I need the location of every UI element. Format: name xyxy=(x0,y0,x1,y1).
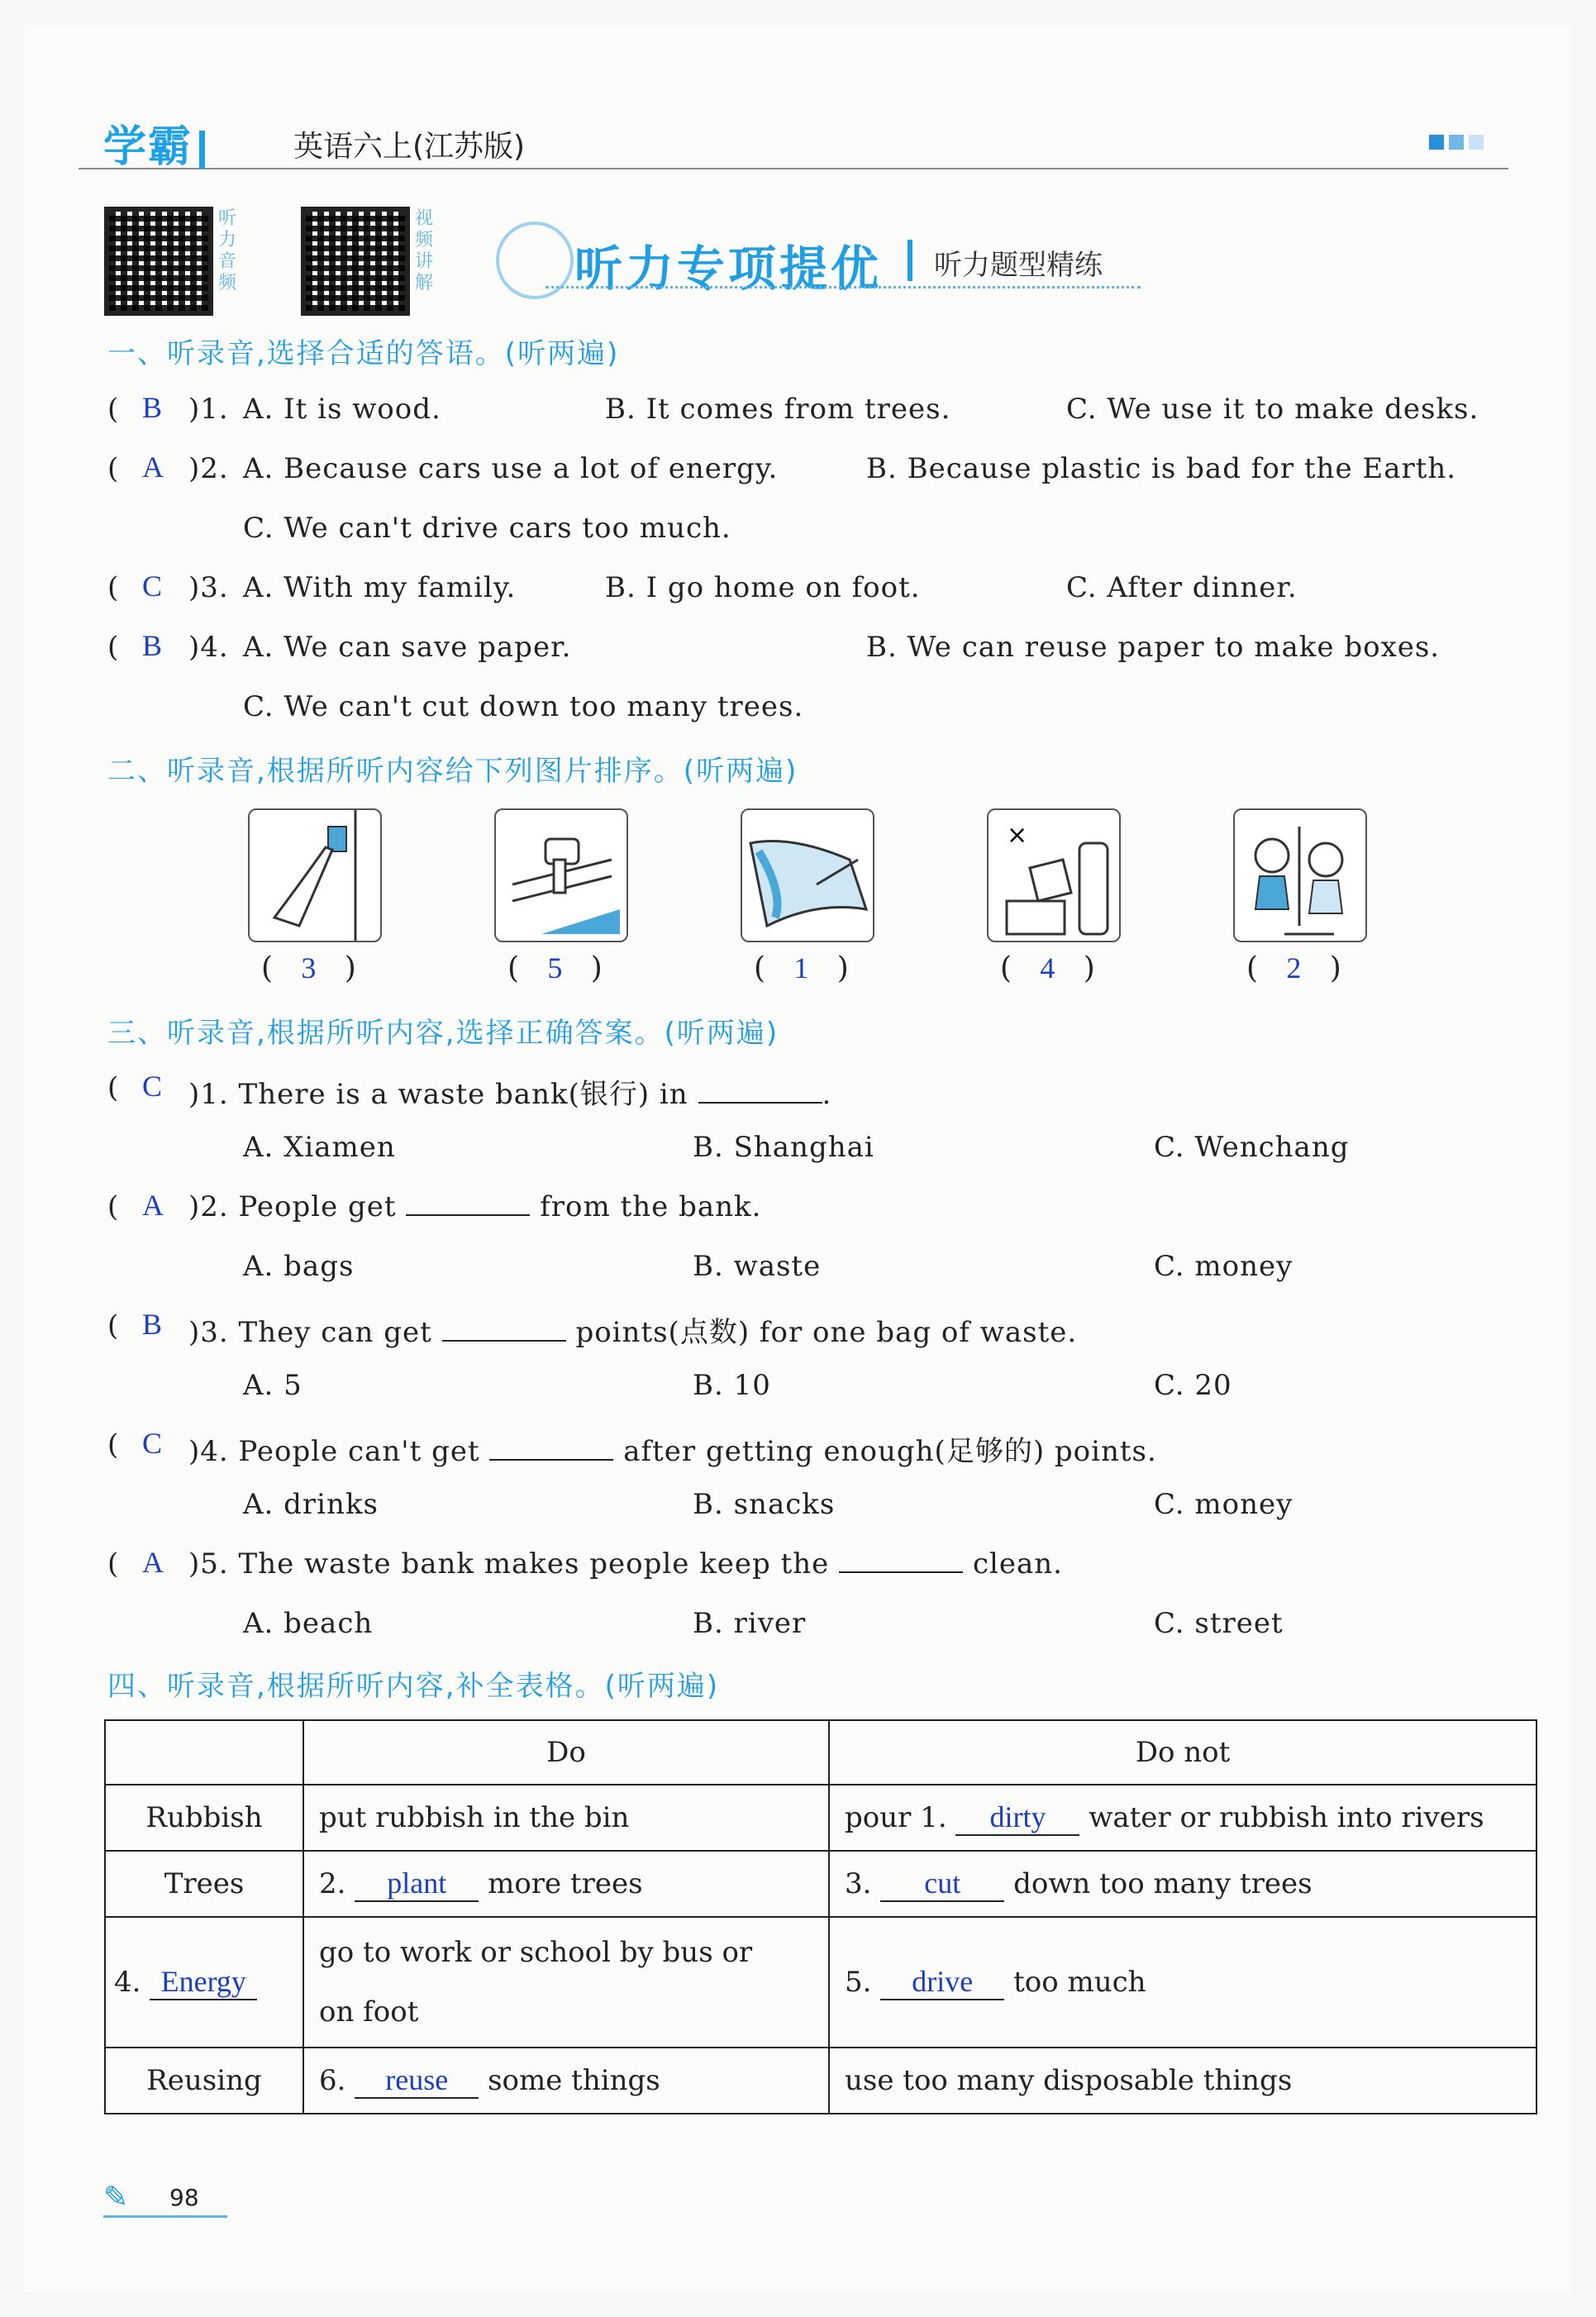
picture-3-answer: ( 1 ) xyxy=(754,951,849,985)
kids-planting-icon xyxy=(1233,808,1367,942)
section-heading-3: 三、听录音,根据所听内容,选择正确答案。(听两遍) xyxy=(107,1017,779,1050)
answer-fill: reuse xyxy=(355,2062,479,2099)
section-heading-1: 一、听录音,选择合适的答语。(听两遍) xyxy=(107,337,620,370)
page-number: 98 xyxy=(169,2184,199,2211)
table-row: Trees 2. plant more trees 3. cut down too many trees xyxy=(105,1851,1536,1917)
answer-fill: drive xyxy=(880,1964,1004,2000)
page-header xyxy=(79,103,1508,172)
option-c: C. After dinner. xyxy=(1066,571,1298,604)
option-a: A. bags xyxy=(243,1250,355,1283)
picture-5-answer: ( 2 ) xyxy=(1246,951,1341,985)
qr-label-audio: 听力音频 xyxy=(218,208,237,293)
paper-writing-icon xyxy=(741,808,874,942)
pencil-icon: ✎ xyxy=(103,2181,129,2214)
option-b: B. waste xyxy=(693,1250,822,1283)
header-decoration xyxy=(1424,135,1484,153)
option-b: B. It comes from trees. xyxy=(605,393,951,426)
option-b: B. I go home on foot. xyxy=(605,571,921,604)
option-a: A. Xiamen xyxy=(243,1131,396,1164)
option-a: A. 5 xyxy=(243,1369,303,1402)
option-b: B. Because plastic is bad for the Earth. xyxy=(866,452,1457,485)
table-row: Rubbish put rubbish in the bin pour 1. dirty water or rubbish into rivers xyxy=(105,1785,1536,1851)
page-footer xyxy=(103,2176,227,2218)
section-banner-subtitle: 听力题型精练 xyxy=(934,249,1103,282)
column-do-not: Do not xyxy=(829,1720,1536,1785)
option-a: A. Because cars use a lot of energy. xyxy=(243,452,779,485)
picture-4-answer: ( 4 ) xyxy=(1000,951,1095,985)
book-title: 英语六上(江苏版) xyxy=(293,130,526,164)
option-b: B. Shanghai xyxy=(693,1131,874,1164)
option-c: C. money xyxy=(1154,1250,1293,1283)
option-a: A. We can save paper. xyxy=(243,631,572,664)
answer-mark: A xyxy=(142,1189,164,1222)
answer-mark: C xyxy=(142,1070,163,1103)
option-c: C. money xyxy=(1154,1488,1293,1521)
qr-code-video[interactable] xyxy=(301,207,410,316)
column-do: Do xyxy=(303,1720,829,1785)
option-c: C. Wenchang xyxy=(1154,1131,1350,1164)
banner-dotted-line xyxy=(545,286,1141,288)
qr-code-audio[interactable] xyxy=(104,207,213,316)
answer-fill: cut xyxy=(880,1866,1004,1902)
section-banner-title: 听力专项提优 xyxy=(574,241,883,297)
table-header-row xyxy=(105,1720,1536,1785)
option-c: C. We can't cut down too many trees. xyxy=(243,690,804,723)
answer-mark: B xyxy=(142,391,163,424)
option-c: C. We can't drive cars too much. xyxy=(243,512,731,545)
answer-mark: A xyxy=(142,451,164,484)
answer-mark: A xyxy=(142,1546,164,1579)
answer-mark: B xyxy=(142,1308,163,1341)
answer-fill: plant xyxy=(355,1866,479,1902)
answer-mark: C xyxy=(142,1427,163,1460)
table-row: Reusing 6. reuse some things use too many disposable things xyxy=(105,2048,1536,2114)
tap-water-icon xyxy=(494,808,628,942)
answer-fill: Energy xyxy=(150,1964,257,2000)
answer-mark: C xyxy=(142,570,163,603)
option-b: B. We can reuse paper to make boxes. xyxy=(866,631,1441,664)
banner-divider xyxy=(908,240,912,281)
qr-label-video: 视频讲解 xyxy=(415,208,434,293)
option-b: B. snacks xyxy=(693,1488,836,1521)
fill-in-table xyxy=(104,1719,1537,2114)
picture-1-answer: ( 3 ) xyxy=(261,951,356,985)
table-row: 4. Energy go to work or school by bus or on foot 5. drive too much xyxy=(105,1917,1536,2048)
option-a: A. It is wood. xyxy=(243,393,441,426)
option-a: A. drinks xyxy=(243,1488,379,1521)
option-c: C. 20 xyxy=(1154,1369,1232,1402)
svg-text:×: × xyxy=(1007,821,1028,850)
section-heading-2: 二、听录音,根据所听内容给下列图片排序。(听两遍) xyxy=(107,755,798,788)
option-a: A. With my family. xyxy=(243,571,517,604)
switch-finger-icon xyxy=(248,808,382,942)
option-c: C. We use it to make desks. xyxy=(1066,393,1479,426)
answer-mark: B xyxy=(142,629,163,662)
option-a: A. beach xyxy=(243,1607,374,1640)
answer-fill: dirty xyxy=(955,1800,1079,1836)
option-b: B. river xyxy=(693,1607,807,1640)
section-heading-4: 四、听录音,根据所听内容,补全表格。(听两遍) xyxy=(107,1670,720,1703)
picture-2-answer: ( 5 ) xyxy=(507,951,603,985)
option-c: C. street xyxy=(1154,1607,1284,1640)
waste-bottle-icon xyxy=(987,808,1121,942)
option-b: B. 10 xyxy=(693,1369,771,1402)
brand-logo: 学霸 xyxy=(103,112,205,174)
